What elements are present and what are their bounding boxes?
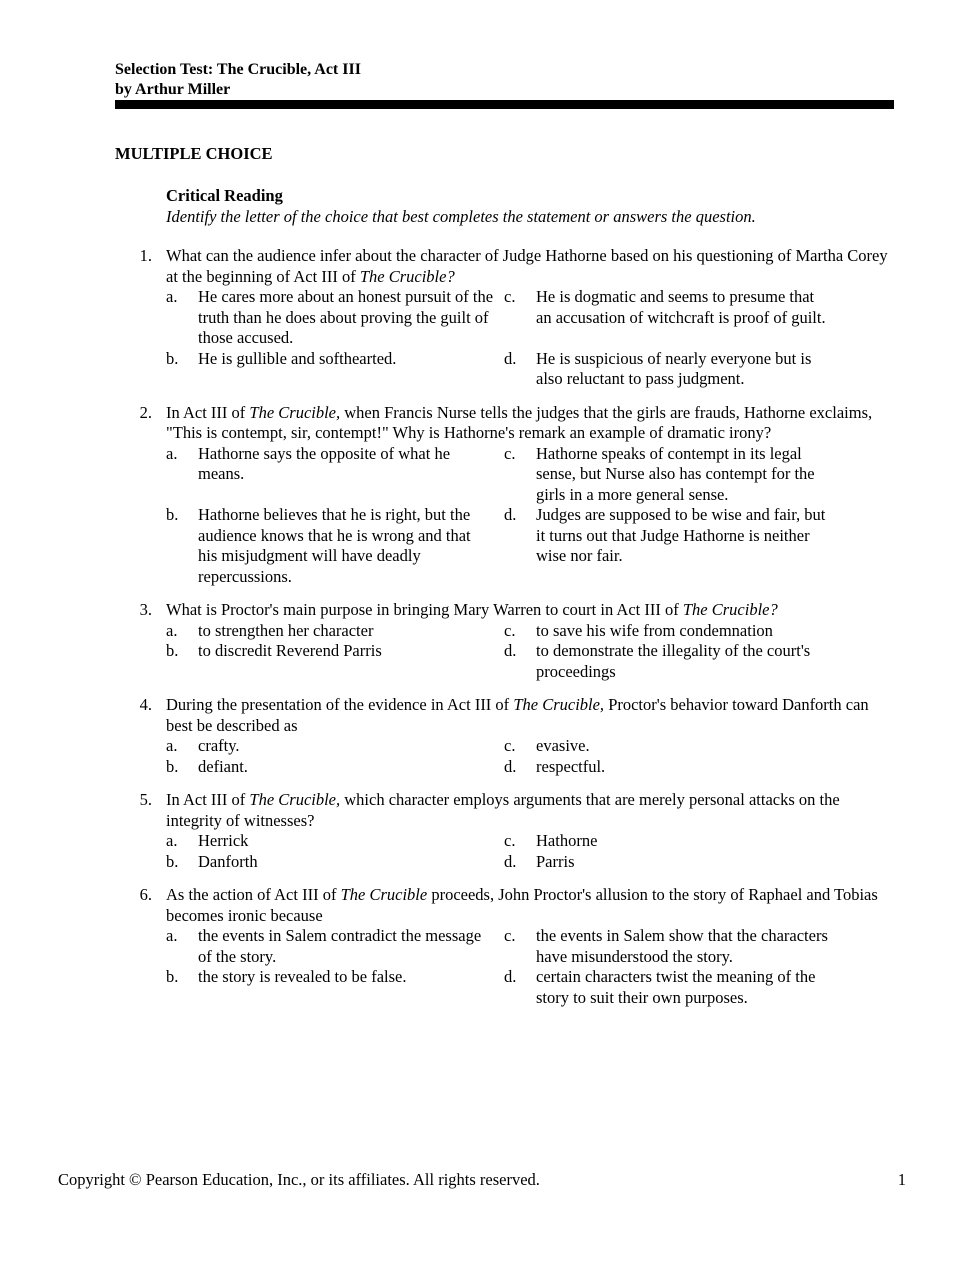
choice-a[interactable] [166, 926, 504, 967]
question-number: 3. [139, 600, 152, 619]
page-footer [58, 1170, 906, 1191]
choice-text: to strengthen her character [198, 620, 374, 640]
choice-letter: b. [166, 348, 179, 368]
question-number: 4. [139, 695, 152, 714]
question-stem [166, 695, 892, 736]
choice-letter: a. [166, 443, 178, 463]
choice-text: defiant. [198, 756, 248, 776]
choice-text: Hathorne speaks of contempt in its legal sense, but Nurse also has contempt for the girls in a more general sense. [536, 443, 815, 504]
choice-letter: b. [166, 505, 179, 524]
choice-a[interactable] [166, 831, 504, 852]
question-1 [130, 246, 892, 390]
instructions: Identify the letter of the choice that best completes the statement or answers the question. [166, 206, 756, 226]
question-stem [166, 885, 892, 926]
choice-text: He is dogmatic and seems to presume that an accusation of witchcraft is proof of guilt. [536, 287, 826, 327]
choice-b[interactable] [166, 505, 504, 587]
choice-letter: d. [504, 641, 517, 660]
question-number: 5. [139, 790, 152, 809]
choice-b[interactable] [166, 757, 504, 778]
choice-text: to save his wife from condemnation [536, 620, 773, 640]
stem-title: The Crucible? [359, 266, 455, 286]
choices [166, 926, 892, 1008]
section-title: MULTIPLE CHOICE [115, 144, 273, 163]
choice-b[interactable] [166, 641, 504, 682]
stem-title: The Crucible, [249, 402, 341, 422]
choice-text: certain characters twist the meaning of the story to suit their own purposes. [536, 967, 816, 1007]
choice-letter: a. [166, 926, 178, 945]
header-rule [115, 100, 894, 109]
stem-text: when Francis Nurse tells the judges that the girls are frauds, Hathorne exclaims, "This is contempt, sir, contempt!" Why is Hathorne's remark an example of dramatic irony? [166, 402, 873, 442]
stem-title: The Crucible, [249, 790, 341, 809]
choice-letter: a. [166, 831, 178, 850]
stem-text: Proctor's behavior toward Danforth can best be described as [166, 695, 869, 735]
choice-letter: b. [166, 641, 179, 660]
choices [166, 621, 892, 683]
choice-text: He is suspicious of nearly everyone but is also reluctant to pass judgment. [536, 348, 812, 388]
question-number: 1. [139, 246, 152, 265]
choice-letter: a. [166, 736, 178, 755]
stem-text: In Act III of [166, 402, 250, 422]
stem-text: proceeds, John Proctor's allusion to the story of Raphael and Tobias becomes ironic because [166, 885, 878, 925]
choice-text: to demonstrate the illegality of the court's proceedings [536, 641, 811, 681]
test-author: by Arthur Miller [115, 81, 231, 98]
copyright-notice: Copyright © Pearson Education, Inc., or its affiliates. All rights reserved. [58, 1170, 540, 1189]
choice-letter: c. [504, 620, 516, 640]
stem-text: In Act III of [166, 790, 250, 809]
choice-c[interactable] [504, 831, 894, 852]
choice-d[interactable] [504, 641, 894, 682]
stem-text: which character employs arguments that are merely personal attacks on the integrity of witnesses? [166, 790, 840, 830]
choice-b[interactable] [166, 967, 504, 1008]
question-stem [166, 246, 892, 287]
choice-letter: d. [504, 967, 517, 986]
choice-text: the story is revealed to be false. [198, 967, 407, 986]
choice-letter: d. [504, 756, 517, 776]
choice-d[interactable] [504, 967, 894, 1008]
subsection-header [166, 186, 886, 227]
question-stem [166, 600, 892, 621]
choice-text: evasive. [536, 736, 590, 755]
choice-text: Hathorne [536, 831, 598, 850]
choice-letter: d. [504, 348, 517, 368]
choice-text: Herrick [198, 831, 249, 850]
stem-text: During the presentation of the evidence in Act III of [166, 695, 514, 714]
page-number: 1 [897, 1170, 906, 1189]
choice-text: He is gullible and softhearted. [198, 348, 397, 368]
choice-text: Judges are supposed to be wise and fair, but it turns out that Judge Hathorne is neither wise nor fair. [536, 505, 826, 565]
choice-d[interactable] [504, 349, 894, 390]
stem-text: What can the audience infer about the character of Judge Hathorne based on his questioning of Martha Corey at the beginning of Act III of [166, 246, 888, 286]
choice-letter: c. [504, 287, 516, 306]
stem-title: The Crucible, [513, 695, 605, 714]
choice-b[interactable] [166, 349, 504, 390]
question-stem [166, 403, 892, 444]
page-header [115, 60, 361, 100]
choice-d[interactable] [504, 852, 894, 873]
choice-a[interactable] [166, 287, 504, 349]
choices [166, 287, 892, 390]
choice-letter: c. [504, 831, 516, 850]
choice-letter: c. [504, 926, 516, 945]
choice-letter: a. [166, 287, 178, 306]
choice-letter: d. [504, 851, 517, 871]
stem-title: The Crucible [340, 885, 428, 904]
stem-title: The Crucible? [682, 600, 778, 619]
choice-letter: d. [504, 505, 517, 524]
choice-c[interactable] [504, 444, 894, 506]
question-number: 6. [139, 885, 152, 904]
choice-text: the events in Salem show that the characters have misunderstood the story. [536, 926, 828, 966]
question-4 [130, 695, 892, 777]
question-3 [130, 600, 892, 682]
choice-text: He cares more about an honest pursuit of the truth than he does about proving the guilt of those accused. [198, 287, 494, 347]
choices [166, 444, 892, 588]
choice-letter: c. [504, 443, 516, 463]
choices [166, 736, 892, 777]
choice-text: Parris [536, 851, 575, 871]
choice-letter: b. [166, 967, 179, 986]
choice-a[interactable] [166, 444, 504, 506]
choice-d[interactable] [504, 757, 894, 778]
choice-c[interactable] [504, 736, 894, 757]
choice-b[interactable] [166, 852, 504, 873]
choice-text: Hathorne believes that he is right, but the audience knows that he is wrong and that his misjudgment will have deadly repercussions. [198, 505, 471, 586]
choice-d[interactable] [504, 505, 894, 587]
choice-a[interactable] [166, 736, 504, 757]
question-5 [130, 790, 892, 872]
subsection-title: Critical Reading [166, 186, 283, 205]
choice-letter: c. [504, 736, 516, 755]
stem-text: What is Proctor's main purpose in bringing Mary Warren to court in Act III of [166, 600, 683, 619]
choice-c[interactable] [504, 926, 894, 967]
choices [166, 831, 892, 872]
question-number: 2. [139, 402, 152, 422]
choice-a[interactable] [166, 621, 504, 642]
choice-letter: b. [166, 851, 179, 871]
choice-c[interactable] [504, 287, 894, 349]
choice-letter: b. [166, 756, 179, 776]
question-2 [130, 403, 892, 588]
stem-text: As the action of Act III of [166, 885, 341, 904]
choice-text: crafty. [198, 736, 240, 755]
question-6 [130, 885, 892, 1008]
choice-text: respectful. [536, 756, 606, 776]
choice-text: the events in Salem contradict the message of the story. [198, 926, 482, 966]
test-title: Selection Test: The Crucible, Act III [115, 61, 361, 78]
choice-text: to discredit Reverend Parris [198, 641, 382, 660]
question-list [130, 246, 892, 1021]
choice-letter: a. [166, 620, 178, 640]
choice-text: Hathorne says the opposite of what he means. [198, 443, 451, 483]
choice-c[interactable] [504, 621, 894, 642]
choice-text: Danforth [198, 851, 258, 871]
question-stem [166, 790, 892, 831]
